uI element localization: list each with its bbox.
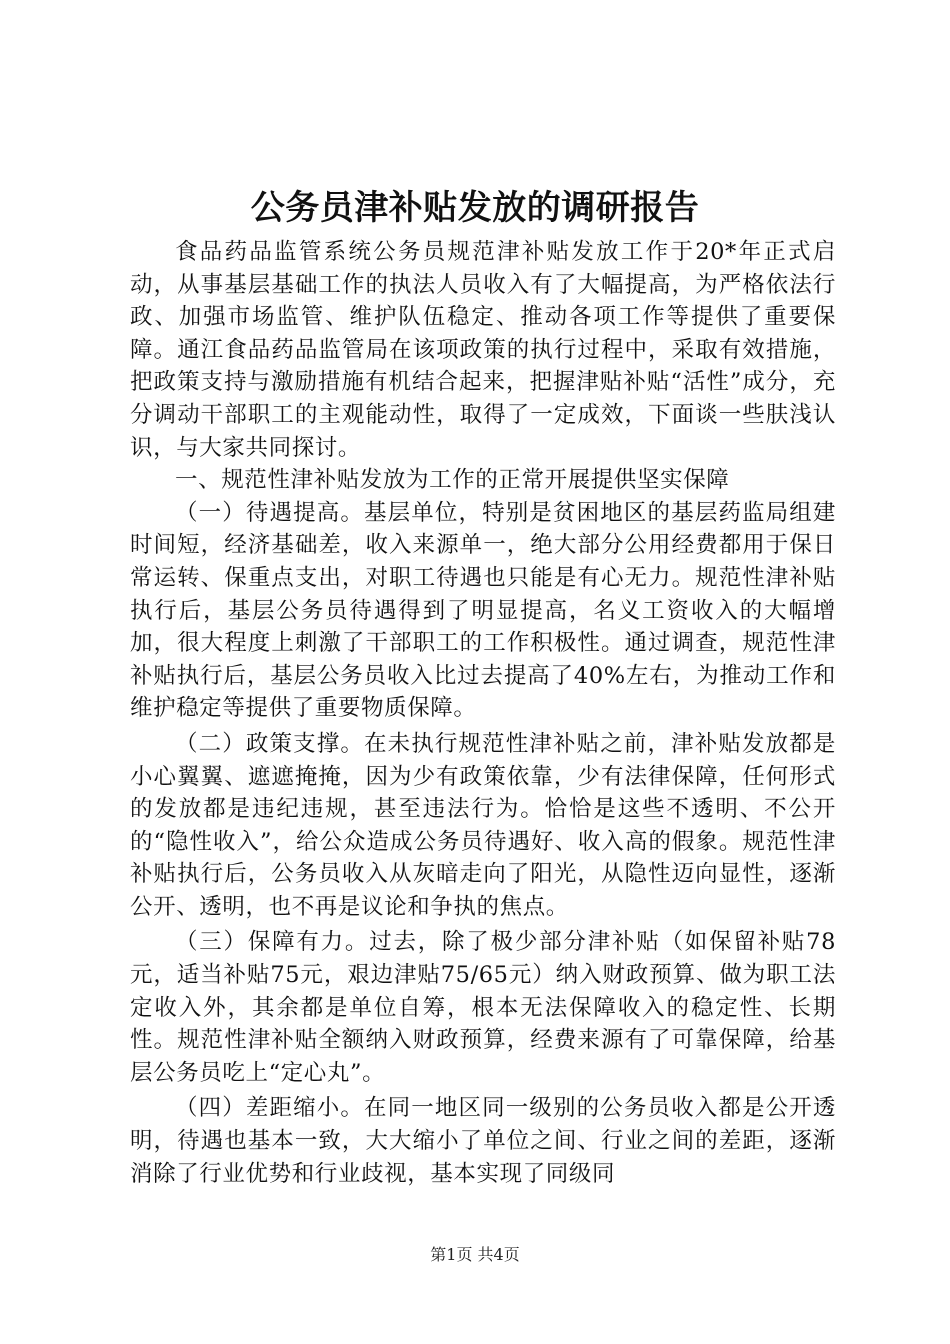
paragraph-strong-guarantee: （三）保障有力。过去，除了极少部分津补贴（如保留补贴78元，适当补贴75元，艰边津贴75/65元）纳入财政预算、做为职工法定收入外，其余都是单位自筹，根本无法保障收入的稳定性、长期性。规范性津补贴全额纳入财政预算，经费来源有了可靠保障，给基层公务员吃上“定心丸”。 xyxy=(130,929,836,1086)
paragraph-policy-support: （二）政策支撑。在未执行规范性津补贴之前，津补贴发放都是小心翼翼、遮遮掩掩，因为少有政策依靠，少有法律保障，任何形式的发放都是违纪违规，甚至违法行为。恰恰是这些不透明、不公开的“隐性收入”，给公众造成公务员待遇好、收入高的假象。规范性津补贴执行后，公务员收入从灰暗走向了阳光，从隐性迈向显性，逐渐公开、透明，也不再是议论和争执的焦点。 xyxy=(130,730,836,920)
document-title: 公务员津补贴发放的调研报告 xyxy=(250,188,700,228)
page-number-footer: 第1页 共4页 xyxy=(430,1245,520,1264)
paragraph-treatment-increase: （一）待遇提高。基层单位，特别是贫困地区的基层药监局组建时间短，经济基础差，收入来源单一，绝大部分公用经费都用于保日常运转、保重点支出，对职工待遇也只能是有心无力。规范性津补贴执行后，基层公务员待遇得到了明显提高，名义工资收入的大幅增加，很大程度上刺激了干部职工的工作积极性。通过调查，规范性津补贴执行后，基层公务员收入比过去提高了40%左右，为推动工作和维护稳定等提供了重要物质保障。 xyxy=(130,499,836,722)
document-body xyxy=(130,236,836,1190)
paragraph-gap-narrowed: （四）差距缩小。在同一地区同一级别的公务员收入都是公开透明，待遇也基本一致，大大缩小了单位之间、行业之间的差距，逐渐消除了行业优势和行业歧视，基本实现了同级同 xyxy=(130,1095,836,1187)
paragraph-intro: 食品药品监管系统公务员规范津补贴发放工作于20*年正式启动，从事基层基础工作的执法人员收入有了大幅提高，为严格依法行政、加强市场监管、维护队伍稳定、推动各项工作等提供了重要保障。通江食品药品监管局在该项政策的执行过程中，采取有效措施，把政策支持与激励措施有机结合起来，把握津贴补贴“活性”成分，充分调动干部职工的主观能动性，取得了一定成效，下面谈一些肤浅认识，与大家共同探讨。 xyxy=(130,239,836,461)
section-heading-1: 一、规范性津补贴发放为工作的正常开展提供坚实保障 xyxy=(175,467,730,494)
